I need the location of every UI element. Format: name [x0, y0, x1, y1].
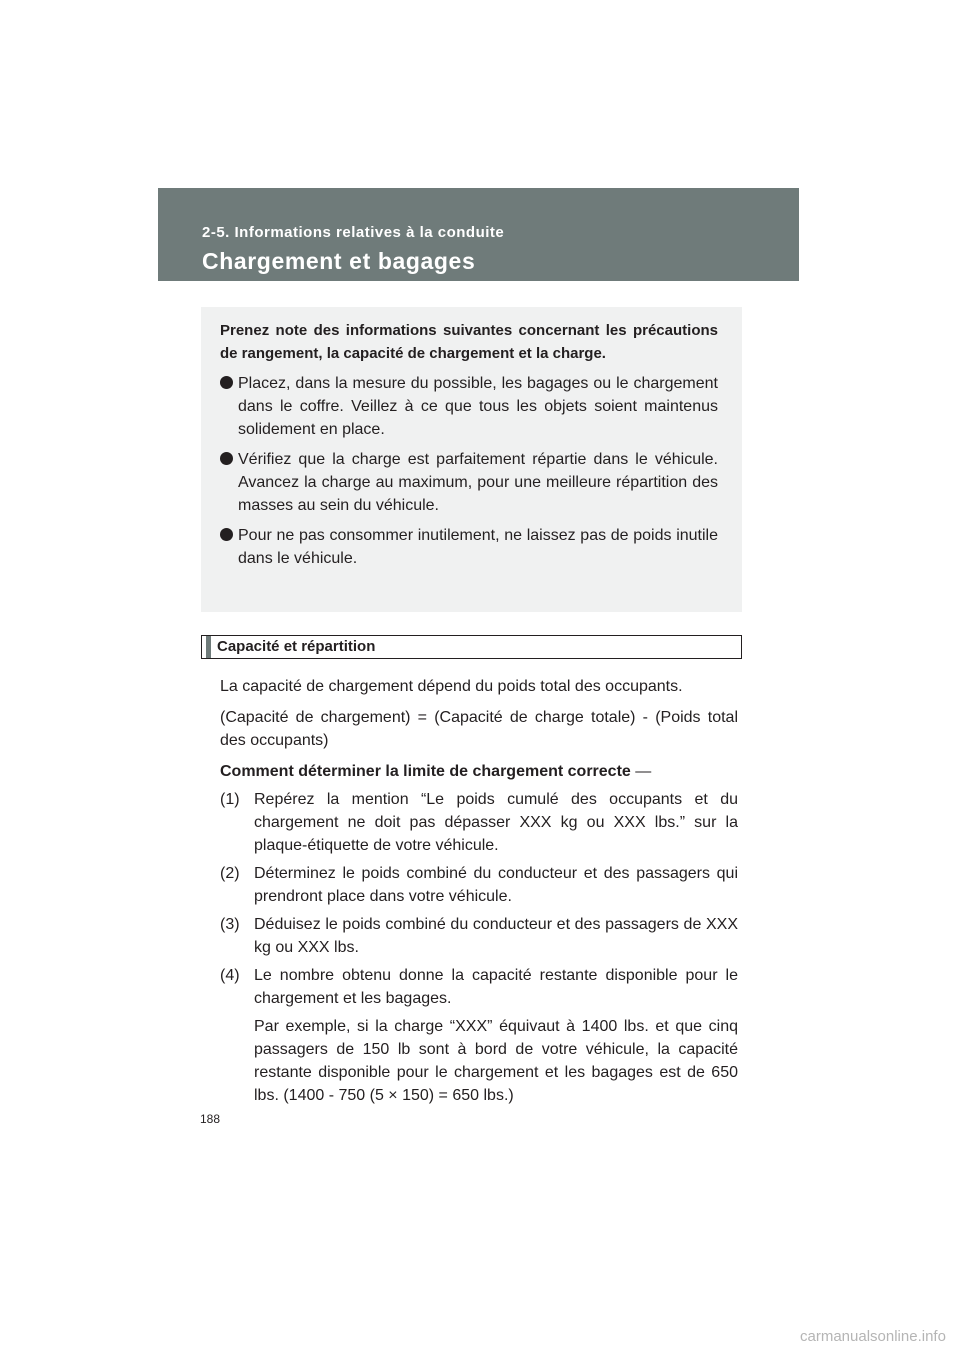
chapter-header: [158, 188, 799, 281]
bullet-text: Vérifiez que la charge est parfaitement répartie dans le véhicule. Avancez la charge au maximum, pour une meilleure répartition des masses au sein du véhicule.: [238, 451, 718, 514]
heading-accent-bar: [206, 636, 211, 658]
bullet-icon: [220, 376, 233, 389]
intro-text: Prenez note des informations suivantes concernant les précautions de rangement, la capacité de chargement et la charge.: [220, 322, 718, 362]
intro-box: [201, 307, 742, 612]
section-heading-label: Capacité et répartition: [217, 638, 376, 655]
bullet-item: [220, 448, 718, 517]
page-title: Chargement et bagages: [202, 248, 476, 274]
section-body: [220, 675, 738, 1107]
bullet-text: Placez, dans la mesure du possible, les bagages ou le chargement dans le coffre. Veillez à ce que tous les objets soient maintenus solidement en place.: [238, 375, 718, 438]
step-number: (4): [220, 967, 240, 984]
step-item: [220, 964, 738, 1010]
steps-title-text: Comment déterminer la limite de chargement correcte: [220, 763, 631, 780]
bullet-icon: [220, 452, 233, 465]
step-number: (1): [220, 791, 240, 808]
bullet-icon: [220, 528, 233, 541]
page-number: 188: [200, 1112, 221, 1126]
step-number: (2): [220, 865, 240, 882]
step-text: Déduisez le poids combiné du conducteur et des passagers de XXX kg ou XXX lbs.: [254, 916, 738, 956]
steps-title: [220, 760, 738, 783]
bullet-item: [220, 372, 718, 441]
paragraph: (Capacité de chargement) = (Capacité de charge totale) - (Poids total des occupants): [220, 709, 738, 749]
bullet-text: Pour ne pas consommer inutilement, ne laissez pas de poids inutile dans le véhicule.: [238, 527, 718, 567]
step-number: (3): [220, 916, 240, 933]
paragraph: La capacité de chargement dépend du poids total des occupants.: [220, 678, 683, 695]
step-text: Déterminez le poids combiné du conducteur et des passagers qui prendront place dans votre véhicule.: [254, 865, 738, 905]
step-item: [220, 913, 738, 959]
step-text: Le nombre obtenu donne la capacité restante disponible pour le chargement et les bagages.: [254, 967, 738, 1007]
watermark: carmanualsonline.info: [800, 1328, 946, 1345]
step-item: [220, 862, 738, 908]
steps-title-dash: —: [635, 763, 652, 780]
step-item: [220, 788, 738, 857]
section-heading: [201, 635, 742, 659]
step-text: Repérez la mention “Le poids cumulé des occupants et du chargement ne doit pas dépasser XXX kg ou XXX lbs.” sur la plaque-étiquette de votre véhicule.: [254, 791, 738, 854]
section-label: 2-5. Informations relatives à la conduite: [202, 224, 505, 241]
bullet-item: [220, 524, 718, 570]
example-note: Par exemple, si la charge “XXX” équivaut à 1400 lbs. et que cinq passagers de 150 lb sont à bord de votre véhicule, la capacité restante disponible pour le chargement et les bagages est de 650 lbs. (1400 - 750 (5 × 150) = 650 lbs.): [254, 1018, 738, 1104]
